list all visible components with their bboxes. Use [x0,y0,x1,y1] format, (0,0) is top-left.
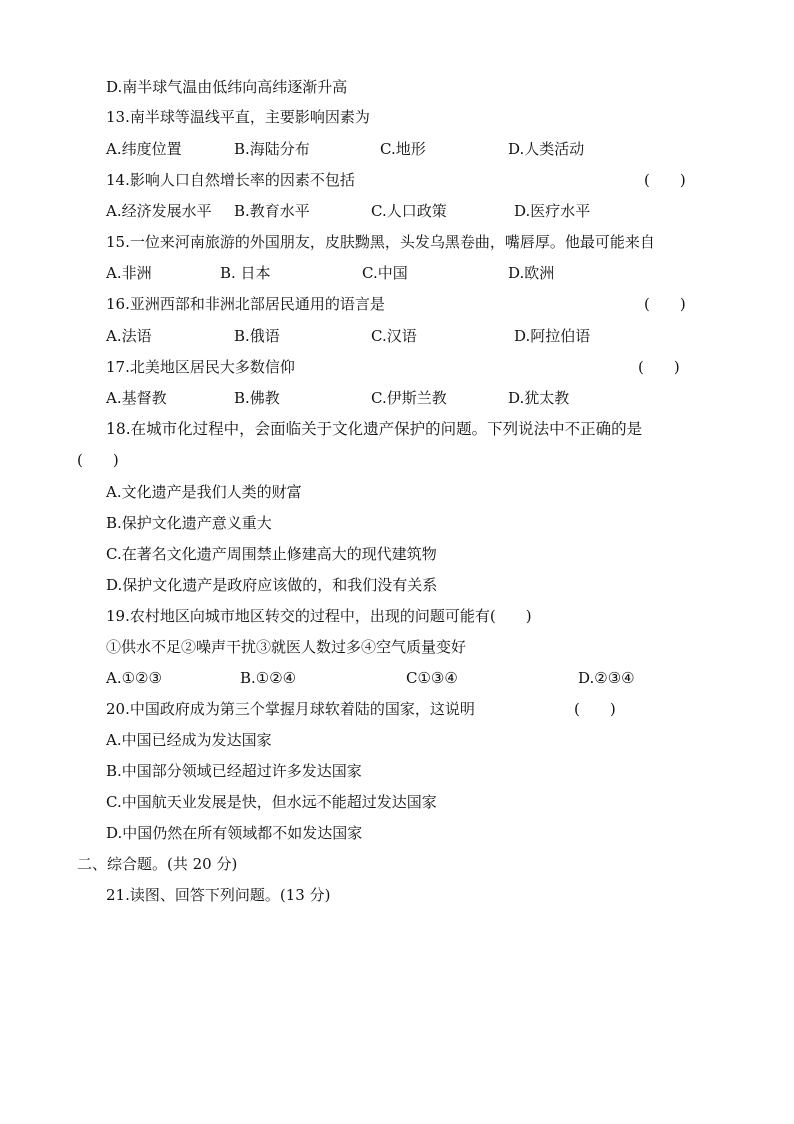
q19-option-c: C①③④ [406,669,458,687]
q17-option-a: A.基督教 [106,389,167,407]
q17-option-b: B.佛教 [234,389,280,407]
q16-option-c: C.汉语 [371,327,417,345]
q16-option-b: B.俄语 [234,327,280,345]
q16-answer-blank: ( ) [644,295,686,313]
question-17: 17.北美地区居民大多数信仰 [106,358,295,376]
question-18: 18.在城市化过程中，会面临关于文化遗产保护的问题。下列说法中不正确的是 [106,420,643,438]
question-13: 13.南半球等温线平直，主要影响因素为 [106,108,370,126]
q20-answer-blank: ( ) [574,700,616,718]
q13-option-c: C.地形 [380,140,426,158]
q14-option-d: D.医疗水平 [514,202,591,220]
q20-option-d: D.中国仍然在所有领域都不如发达国家 [106,824,363,842]
q18-answer-blank: ( ) [77,451,119,469]
question-15: 15.一位来河南旅游的外国朋友，皮肤黝黑，头发乌黑卷曲，嘴唇厚。他最可能来自 [106,233,655,251]
question-19: 19.农村地区向城市地区转交的过程中，出现的问题可能有( ) [106,607,532,625]
q17-answer-blank: ( ) [638,358,680,376]
q14-option-b: B.教育水平 [234,202,310,220]
q19-option-d: D.②③④ [578,669,635,687]
q19-statements: ①供水不足②噪声干扰③就医人数过多④空气质量变好 [106,638,467,656]
q20-option-c: C.中国航天业发展是快，但水远不能超过发达国家 [106,793,437,811]
q16-option-a: A.法语 [106,327,152,345]
q13-option-a: A.纬度位置 [106,140,182,158]
q14-option-c: C.人口政策 [371,202,447,220]
q18-option-a: A.文化遗产是我们人类的财富 [106,483,302,501]
section-2-heading: 二、综合题。(共 20 分) [77,855,238,873]
q18-option-d: D.保护文化遗产是政府应该做的，和我们没有关系 [106,576,438,594]
question-20: 20.中国政府成为第三个掌握月球软着陆的国家，这说明 [106,700,475,718]
q13-option-b: B.海陆分布 [234,140,310,158]
q16-option-d: D.阿拉伯语 [514,327,591,345]
q17-option-d: D.犹太教 [508,389,570,407]
q18-option-b: B.保护文化遗产意义重大 [106,514,272,532]
q20-option-a: A.中国已经成为发达国家 [106,731,272,749]
q15-option-a: A.非洲 [106,264,152,282]
question-16: 16.亚洲西部和非洲北部居民通用的语言是 [106,295,385,313]
q15-option-b: B. 日本 [220,264,271,282]
q19-option-a: A.①②③ [106,669,162,687]
q14-option-a: A.经济发展水平 [106,202,212,220]
q18-option-c: C.在著名文化遗产周围禁止修建高大的现代建筑物 [106,545,437,563]
q15-option-d: D.欧洲 [508,264,555,282]
q13-option-d: D.人类活动 [508,140,585,158]
q14-answer-blank: ( ) [644,171,686,189]
q17-option-c: C.伊斯兰教 [371,389,447,407]
q20-option-b: B.中国部分领域已经超过许多发达国家 [106,762,362,780]
question-14: 14.影响人口自然增长率的因素不包括 [106,171,355,189]
q12-option-d: D.南半球气温由低纬向高纬逐渐升高 [106,78,348,96]
q19-option-b: B.①②④ [240,669,297,687]
question-21: 21.读图、回答下列问题。(13 分) [106,886,331,904]
q15-option-c: C.中国 [362,264,408,282]
